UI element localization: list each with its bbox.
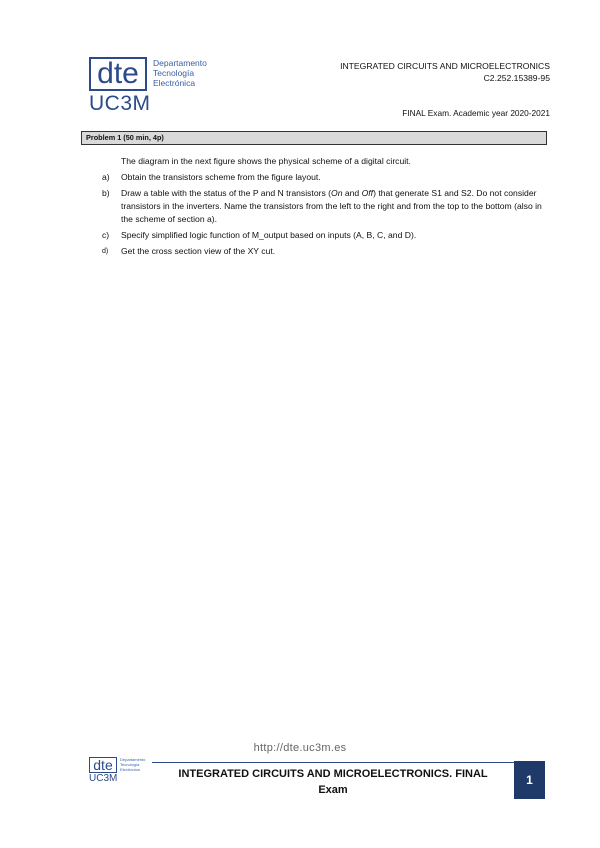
footer-title-line: Exam [318,784,348,796]
item-text-part: Draw a table with the status of the P and N transistors ( [121,188,332,198]
dte-uc3m-logo [89,57,229,115]
exam-info: FINAL Exam. Academic year 2020-2021 [402,108,550,118]
problem-title-bar: Problem 1 (50 min, 4p) [81,131,547,145]
on-term: On [331,188,343,198]
footer-divider [152,762,514,763]
page-number: 1 [514,761,545,799]
logo-dept-line: Electrónica [153,78,196,88]
item-label: d) [102,248,109,255]
logo-dept-line: Tecnología [153,68,195,78]
footer-logo-department [120,757,154,772]
item-text-part: and [342,188,362,198]
item-text [121,187,547,226]
item-label: b) [102,188,110,198]
logo-mark: dte [89,57,147,91]
course-header [340,60,550,84]
problem-item-b [102,187,547,226]
item-text: Get the cross section view of the XY cut. [121,246,276,256]
problem-items [102,171,547,261]
footer-title-line: INTEGRATED CIRCUITS AND MICROELECTRONICS. FINAL [178,768,488,780]
course-code: C2.252.15389-95 [483,73,550,83]
logo-department [153,58,233,88]
item-label: a) [102,172,110,182]
footer-logo [89,757,151,787]
problem-item-a [102,171,547,184]
item-text: Specify simplified logic function of M_output based on inputs (A, B, C, and D). [121,230,417,240]
footer-title [152,766,514,798]
logo-dept-line: Departamento [153,58,207,68]
logo-sub: UC3M [89,92,151,115]
footer-logo-dept-line: Departamento [120,757,146,762]
item-text: Obtain the transistors scheme from the figure layout. [121,172,321,182]
footer-logo-mark: dte [89,757,117,773]
footer-logo-dept-line: Tecnología [120,762,140,767]
footer-logo-dept-line: Electrónica [120,767,140,772]
item-text-part: ) that generate S1 and S2. Do not consider transistors in the inverters. Name the transistors from the left to the right and from the top to the bottom (also in the scheme of section a). [121,188,542,224]
footer-logo-sub: UC3M [89,773,118,784]
off-term: Off [361,188,374,198]
footer-url-link[interactable]: http://dte.uc3m.es [253,742,347,754]
item-label: c) [102,230,110,240]
problem-item-d [102,245,547,258]
problem-item-c [102,229,547,242]
problem-intro: The diagram in the next figure shows the physical scheme of a digital circuit. [121,156,411,166]
course-title: INTEGRATED CIRCUITS AND MICROELECTRONICS [340,61,550,71]
